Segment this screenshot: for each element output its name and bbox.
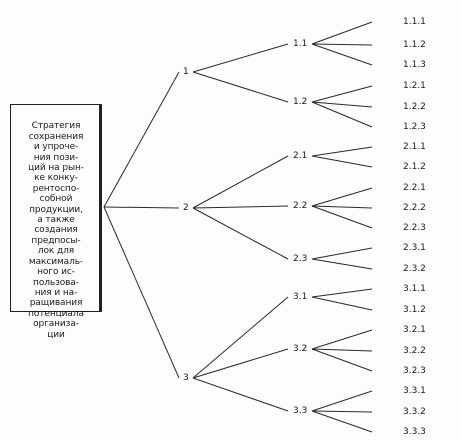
- edge-2.3-to-2.3.2: [312, 259, 372, 269]
- node-3: 3: [183, 373, 189, 383]
- edge-3.3-to-3.3.3: [312, 411, 372, 432]
- node-2.1: 2.1: [293, 151, 308, 161]
- node-3.1: 3.1: [293, 292, 308, 302]
- edge-2.2-to-2.2.3: [312, 206, 372, 228]
- node-3.3: 3.3: [293, 406, 308, 416]
- node-2: 2: [183, 203, 189, 213]
- edge-1-to-1.1: [193, 44, 288, 72]
- leaf-3.3.2: 3.3.2: [403, 407, 426, 417]
- leaf-2.2.1: 2.2.1: [403, 183, 426, 193]
- edge-2.1-to-2.1.2: [312, 156, 372, 167]
- leaf-1.1.2: 1.1.2: [403, 40, 426, 50]
- edge-1.1-to-1.1.3: [312, 44, 372, 65]
- edge-2-to-2.2: [193, 206, 288, 208]
- node-3.2: 3.2: [293, 344, 308, 354]
- leaf-3.1.2: 3.1.2: [403, 305, 426, 315]
- edge-3.2-to-3.2.1: [312, 330, 372, 349]
- leaf-3.2.1: 3.2.1: [403, 325, 426, 335]
- node-1.1: 1.1: [293, 39, 308, 49]
- edge-1.2-to-1.2.1: [312, 86, 372, 102]
- edge-2.2-to-2.2.1: [312, 188, 372, 206]
- edge-2-to-2.1: [193, 156, 288, 208]
- leaf-1.1.1: 1.1.1: [403, 17, 426, 27]
- node-1.2: 1.2: [293, 97, 308, 107]
- edge-1.1-to-1.1.2: [312, 44, 372, 45]
- leaf-1.2.1: 1.2.1: [403, 81, 426, 91]
- edge-3.3-to-3.3.2: [312, 411, 372, 412]
- root-strategy-box: [10, 104, 102, 340]
- leaf-1.2.3: 1.2.3: [403, 122, 426, 132]
- leaf-2.3.1: 2.3.1: [403, 243, 426, 253]
- edge-2.2-to-2.2.2: [312, 206, 372, 208]
- leaf-2.1.1: 2.1.1: [403, 142, 426, 152]
- root-strategy-text: Стратегия сохранения и упроче- ния пози- ций на рын- ке конку- рентоспо- собной продукции, а также создания предпосы- лок для максималь- ного ис- пользова- ния и на- ращивания потенциала организа- ции: [28, 121, 84, 340]
- edge-2-to-2.3: [193, 208, 288, 259]
- edge-3.1-to-3.1.1: [312, 289, 372, 297]
- edge-root-to-2: [104, 207, 179, 208]
- edge-2.3-to-2.3.1: [312, 248, 372, 259]
- node-2.3: 2.3: [293, 254, 308, 264]
- leaf-2.3.2: 2.3.2: [403, 264, 426, 274]
- edge-root-to-1: [104, 72, 179, 207]
- leaf-2.1.2: 2.1.2: [403, 162, 426, 172]
- edge-3.2-to-3.2.3: [312, 349, 372, 371]
- leaf-3.3.1: 3.3.1: [403, 386, 426, 396]
- leaf-2.2.3: 2.2.3: [403, 223, 426, 233]
- edge-3.1-to-3.1.2: [312, 297, 372, 310]
- leaf-1.1.3: 1.1.3: [403, 60, 426, 70]
- node-1: 1: [183, 67, 189, 77]
- leaf-3.2.2: 3.2.2: [403, 346, 426, 356]
- edge-1.1-to-1.1.1: [312, 22, 372, 44]
- edge-3.3-to-3.3.1: [312, 391, 372, 411]
- edge-3.2-to-3.2.2: [312, 349, 372, 351]
- edge-3-to-3.1: [193, 297, 288, 378]
- leaf-3.2.3: 3.2.3: [403, 366, 426, 376]
- leaf-2.2.2: 2.2.2: [403, 203, 426, 213]
- edge-1-to-1.2: [193, 72, 288, 102]
- leaf-3.3.3: 3.3.3: [403, 427, 426, 437]
- edge-3-to-3.3: [193, 378, 288, 411]
- edge-root-to-3: [104, 207, 179, 378]
- edge-3-to-3.2: [193, 349, 288, 378]
- node-2.2: 2.2: [293, 201, 308, 211]
- leaf-1.2.2: 1.2.2: [403, 102, 426, 112]
- leaf-3.1.1: 3.1.1: [403, 284, 426, 294]
- edge-2.1-to-2.1.1: [312, 147, 372, 156]
